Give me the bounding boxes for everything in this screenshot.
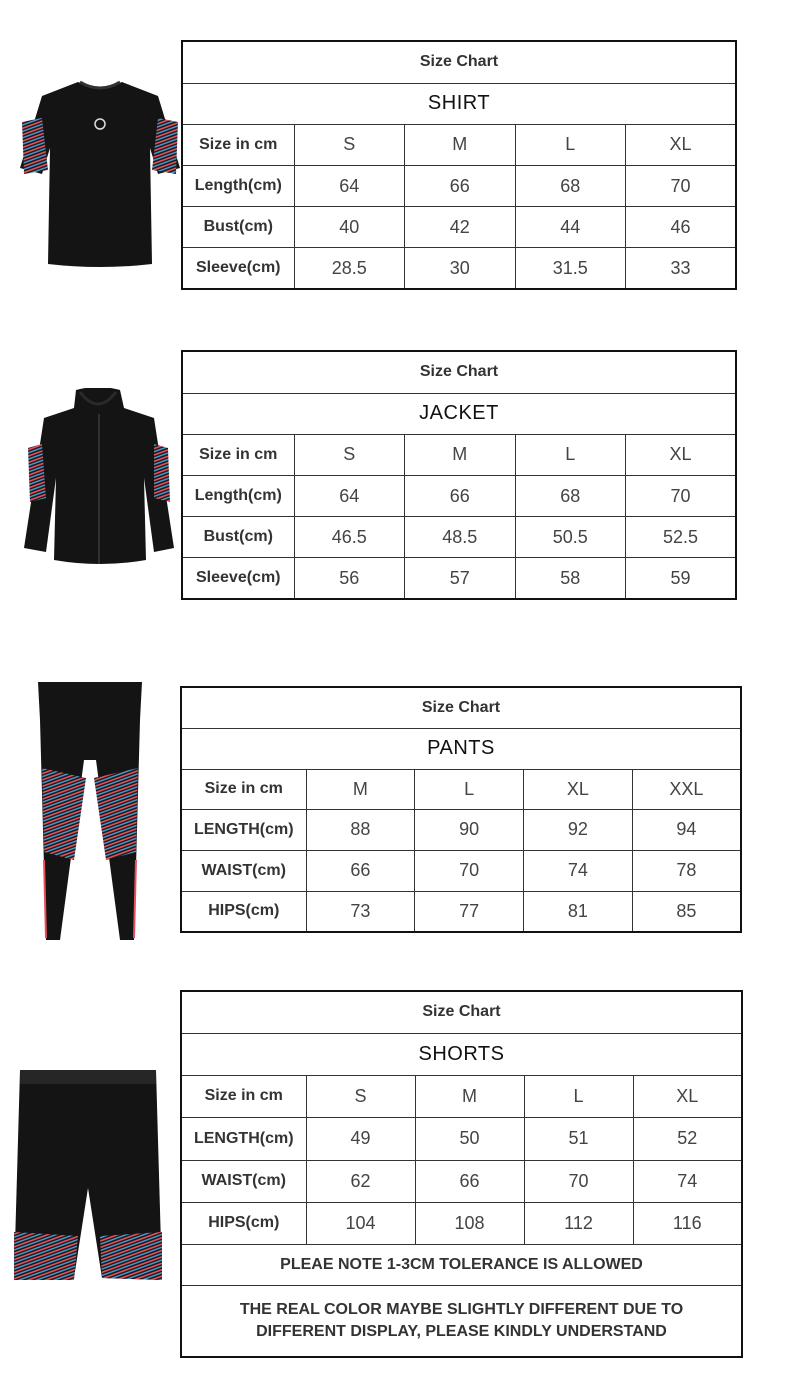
pants-size-table: [180, 686, 742, 933]
table-cell: 51: [524, 1117, 633, 1160]
table-row: [181, 809, 741, 850]
column-header: M: [415, 1075, 524, 1117]
shorts-size-table: [180, 990, 743, 1358]
table-cell: 49: [306, 1117, 415, 1160]
color-disclaimer-note: [181, 1285, 742, 1357]
table-cell: 66: [415, 1160, 524, 1202]
column-header: L: [515, 124, 626, 165]
table-cell: 70: [626, 165, 737, 206]
shirt-image: [18, 78, 183, 270]
table-cell: 66: [306, 850, 415, 891]
table-row: [182, 207, 736, 248]
table-cell: 78: [632, 850, 741, 891]
table-cell: 108: [415, 1202, 524, 1244]
column-header: XL: [626, 124, 737, 165]
row-label: WAIST(cm): [181, 850, 306, 891]
table-cell: 30: [405, 248, 516, 289]
column-header: Size in cm: [181, 769, 306, 809]
column-header: Size in cm: [182, 434, 294, 475]
table-row: [181, 891, 741, 932]
table-cell: 85: [632, 891, 741, 932]
table-cell: 52.5: [626, 517, 737, 558]
column-header: M: [405, 434, 516, 475]
table-cell: 58: [515, 558, 626, 599]
row-label: HIPS(cm): [181, 891, 306, 932]
row-label: Sleeve(cm): [182, 558, 294, 599]
color-disclaimer-line: THE REAL COLOR MAYBE SLIGHTLY DIFFERENT DUE TO: [239, 1300, 684, 1318]
table-row: [182, 248, 736, 289]
table-cell: 62: [306, 1160, 415, 1202]
column-header: S: [294, 124, 405, 165]
table-cell: 33: [626, 248, 737, 289]
table-cell: 70: [415, 850, 524, 891]
table-cell: 50.5: [515, 517, 626, 558]
table-cell: 66: [405, 165, 516, 206]
column-header: XXL: [632, 769, 741, 809]
size-chart-header: Size Chart: [181, 687, 741, 728]
table-cell: 48.5: [405, 517, 516, 558]
column-header: S: [306, 1075, 415, 1117]
table-cell: 52: [633, 1117, 742, 1160]
row-label: WAIST(cm): [181, 1160, 306, 1202]
column-header: XL: [626, 434, 737, 475]
table-title: JACKET: [182, 393, 736, 434]
column-header: M: [306, 769, 415, 809]
color-disclaimer-line: DIFFERENT DISPLAY, PLEASE KINDLY UNDERSTAND: [256, 1322, 667, 1340]
size-chart-header: Size Chart: [182, 41, 736, 83]
table-row: [181, 1117, 742, 1160]
table-cell: 92: [524, 809, 633, 850]
column-header: S: [294, 434, 405, 475]
column-header: XL: [524, 769, 633, 809]
table-cell: 112: [524, 1202, 633, 1244]
table-cell: 70: [626, 475, 737, 516]
table-cell: 59: [626, 558, 737, 599]
table-cell: 73: [306, 891, 415, 932]
table-row: [181, 1160, 742, 1202]
table-cell: 28.5: [294, 248, 405, 289]
row-label: Length(cm): [182, 475, 294, 516]
table-cell: 66: [405, 475, 516, 516]
jacket-image: [20, 388, 178, 570]
table-cell: 64: [294, 475, 405, 516]
table-cell: 40: [294, 207, 405, 248]
table-cell: 74: [633, 1160, 742, 1202]
table-cell: 81: [524, 891, 633, 932]
table-cell: 46: [626, 207, 737, 248]
table-row: [182, 517, 736, 558]
table-cell: 116: [633, 1202, 742, 1244]
table-cell: 50: [415, 1117, 524, 1160]
shorts-image: [12, 1068, 164, 1284]
tolerance-note: PLEAE NOTE 1-3CM TOLERANCE IS ALLOWED: [181, 1244, 742, 1285]
column-header: L: [415, 769, 524, 809]
column-header: L: [515, 434, 626, 475]
pants-image: [34, 680, 146, 942]
table-row: [182, 475, 736, 516]
row-label: Length(cm): [182, 165, 294, 206]
table-row: [181, 850, 741, 891]
row-label: HIPS(cm): [181, 1202, 306, 1244]
table-cell: 44: [515, 207, 626, 248]
table-title: SHORTS: [181, 1033, 742, 1075]
row-label: Sleeve(cm): [182, 248, 294, 289]
table-cell: 57: [405, 558, 516, 599]
table-cell: 64: [294, 165, 405, 206]
table-cell: 31.5: [515, 248, 626, 289]
shirt-size-table: [181, 40, 737, 290]
table-cell: 77: [415, 891, 524, 932]
table-cell: 74: [524, 850, 633, 891]
table-cell: 94: [632, 809, 741, 850]
table-row: [182, 558, 736, 599]
table-cell: 68: [515, 475, 626, 516]
table-cell: 68: [515, 165, 626, 206]
table-cell: 46.5: [294, 517, 405, 558]
table-cell: 56: [294, 558, 405, 599]
row-label: Bust(cm): [182, 207, 294, 248]
column-header: XL: [633, 1075, 742, 1117]
table-row: [181, 1202, 742, 1244]
table-cell: 70: [524, 1160, 633, 1202]
table-cell: 88: [306, 809, 415, 850]
size-chart-header: Size Chart: [182, 351, 736, 393]
jacket-size-table: [181, 350, 737, 600]
size-chart-header: Size Chart: [181, 991, 742, 1033]
table-cell: 104: [306, 1202, 415, 1244]
table-row: [182, 165, 736, 206]
row-label: LENGTH(cm): [181, 1117, 306, 1160]
column-header: M: [405, 124, 516, 165]
column-header: L: [524, 1075, 633, 1117]
table-title: PANTS: [181, 728, 741, 769]
table-cell: 90: [415, 809, 524, 850]
row-label: LENGTH(cm): [181, 809, 306, 850]
table-title: SHIRT: [182, 83, 736, 124]
table-cell: 42: [405, 207, 516, 248]
row-label: Bust(cm): [182, 517, 294, 558]
column-header: Size in cm: [182, 124, 294, 165]
column-header: Size in cm: [181, 1075, 306, 1117]
